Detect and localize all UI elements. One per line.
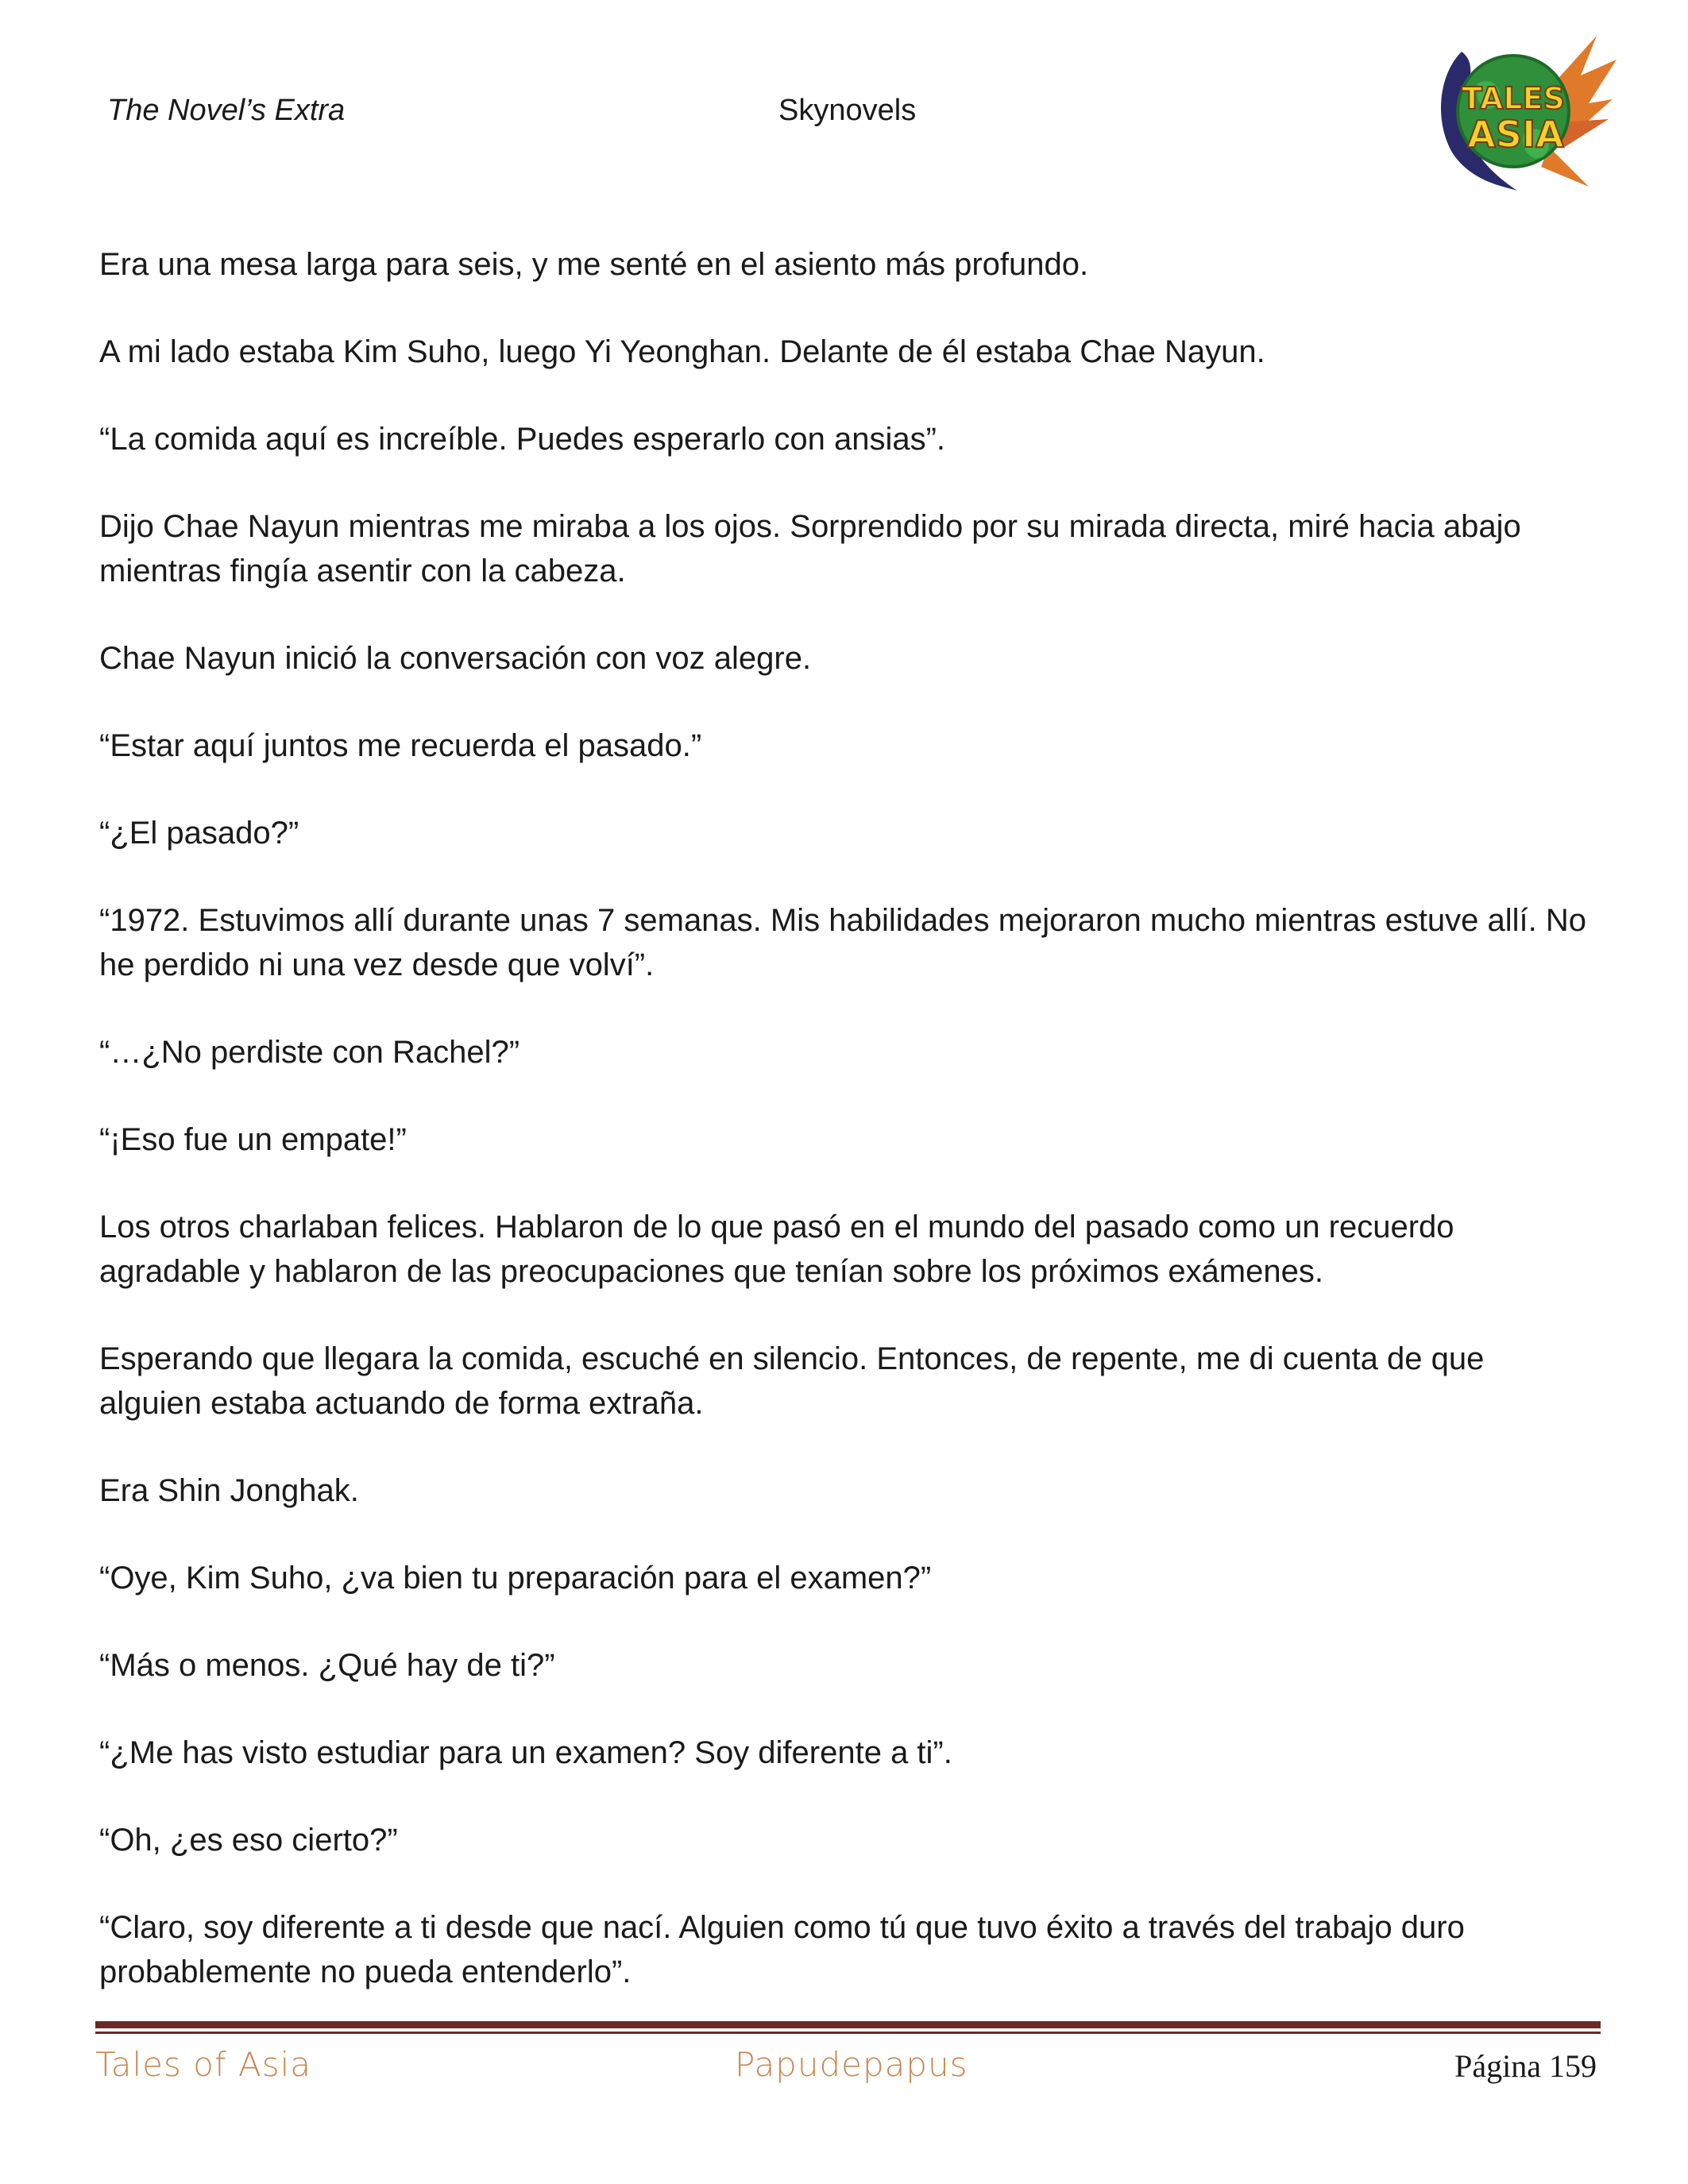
footer-site-name: Tales of Asia <box>95 2045 312 2084</box>
paragraph: “¡Eso fue un empate!” <box>99 1122 407 1157</box>
paragraph: “1972. Estuvimos allí durante unas 7 semanas. Mis habilidades mejoraron mucho mientras estuve allí. No he perdido ni una vez desde que volví”. <box>99 903 1587 982</box>
tales-of-asia-logo-icon <box>1430 28 1620 199</box>
paragraph: “Oh, ¿es eso cierto?” <box>99 1823 398 1858</box>
footer-divider <box>95 2021 1601 2034</box>
paragraph: “Oye, Kim Suho, ¿va bien tu preparación para el examen?” <box>99 1561 932 1596</box>
logo-text-line1: TALES <box>1462 81 1565 116</box>
logo-text-line2: ASIA <box>1467 113 1564 156</box>
footer-translator: Papudepapus <box>735 2045 968 2084</box>
paragraph: “Claro, soy diferente a ti desde que nací. Alguien como tú que tuvo éxito a través del trabajo duro probablemente no pueda entenderlo”. <box>99 1910 1465 1989</box>
header-book-title: The Novel’s Extra <box>107 94 346 127</box>
paragraph: Era Shin Jonghak. <box>99 1473 359 1508</box>
paragraph: Esperando que llegara la comida, escuché en silencio. Entonces, de repente, me di cuenta de que alguien estaba actuando de forma extraña. <box>99 1341 1485 1421</box>
paragraph: “…¿No perdiste con Rachel?” <box>99 1035 520 1070</box>
paragraph: Los otros charlaban felices. Hablaron de lo que pasó en el mundo del pasado como un recuerdo agradable y hablaron de las preocupaciones que tenían sobre los próximos exámenes. <box>99 1210 1454 1289</box>
paragraph: “¿Me has visto estudiar para un examen? Soy diferente a ti”. <box>99 1735 952 1770</box>
paragraph: A mi lado estaba Kim Suho, luego Yi Yeonghan. Delante de él estaba Chae Nayun. <box>99 334 1265 369</box>
header-source: Skynovels <box>778 94 917 127</box>
paragraph: Dijo Chae Nayun mientras me miraba a los ojos. Sorprendido por su mirada directa, miré hacia abajo mientras fingía asentir con la cabeza. <box>99 509 1521 588</box>
paragraph: “Estar aquí juntos me recuerda el pasado.” <box>99 728 702 763</box>
paragraph: “La comida aquí es increíble. Puedes esperarlo con ansias”. <box>99 422 946 457</box>
paragraph: Chae Nayun inició la conversación con voz alegre. <box>99 641 812 676</box>
chapter-body <box>99 242 1593 2037</box>
paragraph: “Más o menos. ¿Qué hay de ti?” <box>99 1648 555 1683</box>
paragraph: “¿El pasado?” <box>99 816 299 851</box>
page-number: Página 159 <box>1454 2048 1597 2084</box>
paragraph: Era una mesa larga para seis, y me senté en el asiento más profundo. <box>99 247 1089 282</box>
